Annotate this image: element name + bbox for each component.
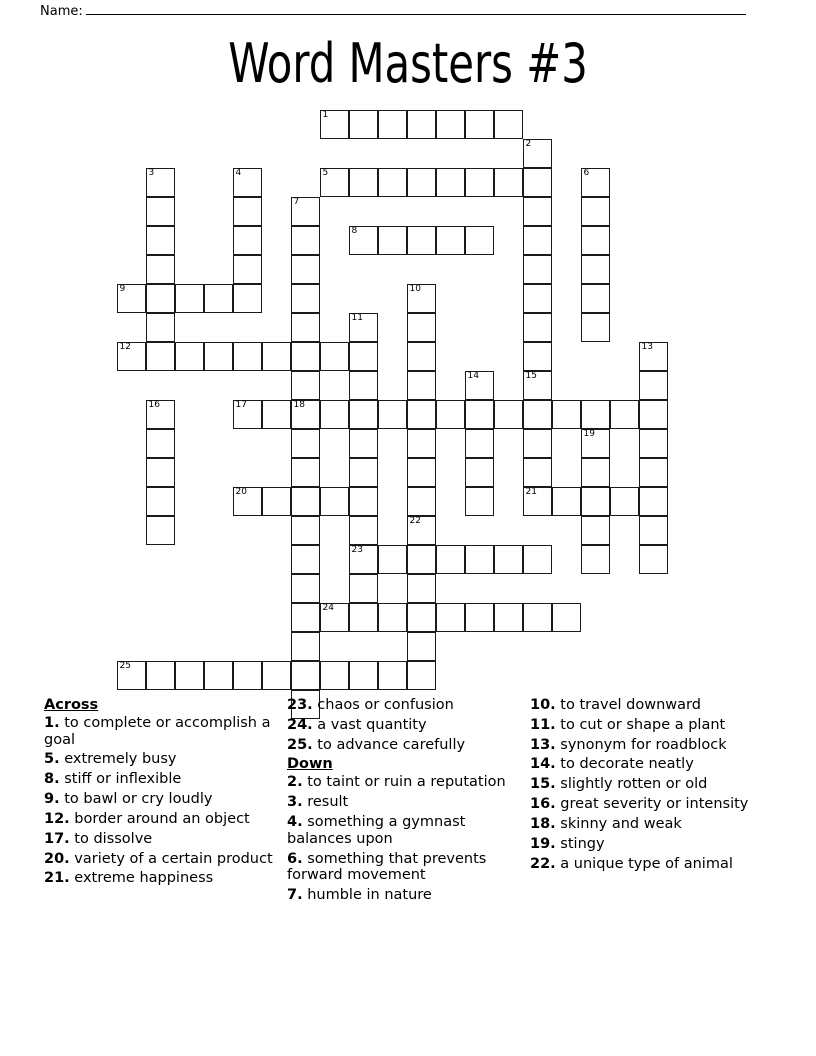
grid-cell[interactable] — [320, 110, 349, 139]
grid-cell[interactable] — [349, 429, 378, 458]
grid-cell[interactable] — [291, 661, 320, 690]
name-label: Name: — [40, 4, 83, 19]
grid-cell-number: 2 — [525, 139, 532, 149]
grid-cell[interactable] — [349, 226, 378, 255]
grid-cell[interactable] — [349, 342, 378, 371]
grid-cell[interactable] — [320, 487, 349, 516]
grid-cell[interactable] — [523, 603, 552, 632]
grid-cell[interactable] — [639, 458, 668, 487]
grid-cell[interactable] — [233, 342, 262, 371]
grid-cell[interactable] — [291, 487, 320, 516]
clue-number: 14. — [530, 756, 556, 773]
grid-cell[interactable] — [639, 429, 668, 458]
grid-cell[interactable] — [523, 458, 552, 487]
clue-lists — [44, 697, 774, 907]
grid-cell[interactable] — [146, 661, 175, 690]
grid-cell[interactable] — [146, 313, 175, 342]
grid-cell[interactable] — [639, 371, 668, 400]
grid-cell[interactable] — [494, 545, 523, 574]
grid-cell[interactable] — [436, 110, 465, 139]
grid-cell-number: 16 — [148, 400, 160, 410]
grid-cell[interactable] — [233, 284, 262, 313]
grid-cell[interactable] — [349, 313, 378, 342]
grid-cell[interactable] — [320, 168, 349, 197]
grid-cell[interactable] — [523, 284, 552, 313]
grid-cell-number: 3 — [148, 168, 155, 178]
grid-cell[interactable] — [262, 400, 291, 429]
grid-cell[interactable] — [291, 632, 320, 661]
clue-across-9: 9. to bawl or cry loudly — [44, 791, 213, 808]
clue-number: 4. — [287, 813, 303, 830]
clue-down-22: 22. a unique type of animal — [530, 855, 733, 872]
grid-cell[interactable] — [378, 226, 407, 255]
clue-down-11: 11. to cut or shape a plant — [530, 716, 726, 733]
grid-cell[interactable] — [407, 400, 436, 429]
grid-cell[interactable] — [146, 516, 175, 545]
clue-number: 11. — [530, 716, 556, 733]
grid-cell[interactable] — [523, 400, 552, 429]
clue-number: 9. — [44, 791, 60, 808]
clue-number: 7. — [287, 887, 303, 904]
grid-cell-number: 4 — [235, 168, 242, 178]
grid-cell[interactable] — [349, 661, 378, 690]
clue-number: 12. — [44, 810, 70, 827]
clue-down-2: 2. to taint or ruin a reputation — [287, 774, 506, 791]
grid-cell[interactable] — [407, 632, 436, 661]
clue-number: 13. — [530, 736, 556, 753]
grid-cell[interactable] — [523, 429, 552, 458]
clue-number: 6. — [287, 850, 303, 867]
clue-across-21: 21. extreme happiness — [44, 870, 214, 887]
grid-cell[interactable] — [291, 255, 320, 284]
clue-down-4: 4. something a gymnast balances upon — [287, 813, 466, 847]
grid-cell[interactable] — [233, 661, 262, 690]
grid-cell[interactable] — [349, 400, 378, 429]
grid-cell-number: 25 — [119, 661, 131, 671]
grid-cell[interactable] — [465, 487, 494, 516]
grid-cell[interactable] — [407, 342, 436, 371]
grid-cell[interactable] — [262, 342, 291, 371]
grid-cell[interactable] — [204, 661, 233, 690]
grid-cell-number: 9 — [119, 284, 126, 294]
grid-cell[interactable] — [494, 168, 523, 197]
grid-cell[interactable] — [523, 487, 552, 516]
clue-column-3 — [530, 697, 774, 907]
grid-cell[interactable] — [291, 197, 320, 226]
grid-cell[interactable] — [552, 400, 581, 429]
grid-cell[interactable] — [320, 400, 349, 429]
grid-cell[interactable] — [146, 429, 175, 458]
grid-cell[interactable] — [349, 574, 378, 603]
grid-cell[interactable] — [581, 168, 610, 197]
clue-across-25: 25. to advance carefully — [287, 736, 466, 753]
grid-cell[interactable] — [552, 603, 581, 632]
clue-number: 20. — [44, 850, 70, 867]
grid-cell[interactable] — [320, 661, 349, 690]
grid-cell[interactable] — [146, 487, 175, 516]
grid-cell[interactable] — [291, 603, 320, 632]
grid-cell-number: 20 — [235, 487, 247, 497]
grid-cell-number: 23 — [351, 545, 363, 555]
grid-cell[interactable] — [349, 458, 378, 487]
grid-cell[interactable] — [581, 458, 610, 487]
grid-cell-number: 21 — [525, 487, 537, 497]
grid-cell[interactable] — [465, 168, 494, 197]
grid-cell[interactable] — [436, 603, 465, 632]
grid-cell[interactable] — [465, 603, 494, 632]
grid-cell[interactable] — [146, 168, 175, 197]
grid-cell[interactable] — [465, 371, 494, 400]
grid-cell-number: 12 — [119, 342, 131, 352]
grid-cell[interactable] — [523, 545, 552, 574]
grid-cell[interactable] — [610, 487, 639, 516]
clue-down-19: 19. stingy — [530, 835, 605, 852]
clue-down-6: 6. something that prevents forward movement — [287, 850, 487, 884]
clue-down-16: 16. great severity or intensity — [530, 796, 749, 813]
grid-cell[interactable] — [552, 487, 581, 516]
grid-cell[interactable] — [407, 429, 436, 458]
grid-cell[interactable] — [291, 545, 320, 574]
clue-column-1 — [44, 697, 287, 907]
grid-cell-number: 15 — [525, 371, 537, 381]
clue-number: 17. — [44, 830, 70, 847]
grid-cell[interactable] — [523, 197, 552, 226]
grid-cell[interactable] — [581, 284, 610, 313]
grid-cell[interactable] — [581, 545, 610, 574]
grid-cell[interactable] — [291, 458, 320, 487]
grid-cell-number: 1 — [322, 110, 329, 120]
down-heading: Down — [287, 756, 333, 773]
grid-cell-number: 7 — [293, 197, 300, 207]
clue-number: 3. — [287, 794, 303, 811]
grid-cell[interactable] — [262, 661, 291, 690]
grid-cell[interactable] — [378, 545, 407, 574]
page-title: Word Masters #3 — [228, 32, 588, 95]
clue-number: 21. — [44, 870, 70, 887]
grid-cell[interactable] — [349, 110, 378, 139]
grid-cell[interactable] — [233, 487, 262, 516]
grid-cell[interactable] — [175, 661, 204, 690]
clue-across-24: 24. a vast quantity — [287, 716, 427, 733]
grid-cell[interactable] — [407, 284, 436, 313]
grid-cell-number: 5 — [322, 168, 329, 178]
grid-cell[interactable] — [639, 342, 668, 371]
grid-cell[interactable] — [378, 400, 407, 429]
clue-down-18: 18. skinny and weak — [530, 815, 682, 832]
grid-cell-number: 11 — [351, 313, 363, 323]
clue-down-10: 10. to travel downward — [530, 697, 701, 713]
grid-cell[interactable] — [378, 110, 407, 139]
grid-cell[interactable] — [117, 284, 146, 313]
grid-cell[interactable] — [465, 226, 494, 255]
clue-number: 22. — [530, 855, 556, 872]
grid-cell[interactable] — [523, 255, 552, 284]
grid-cell[interactable] — [465, 400, 494, 429]
grid-cell[interactable] — [204, 284, 233, 313]
grid-cell[interactable] — [407, 226, 436, 255]
grid-cell[interactable] — [581, 313, 610, 342]
clue-across-8: 8. stiff or inflexible — [44, 771, 182, 788]
grid-cell[interactable] — [117, 342, 146, 371]
grid-cell[interactable] — [291, 371, 320, 400]
grid-cell[interactable] — [465, 458, 494, 487]
grid-cell[interactable] — [465, 545, 494, 574]
grid-cell[interactable] — [320, 342, 349, 371]
grid-cell[interactable] — [610, 400, 639, 429]
clue-down-15: 15. slightly rotten or old — [530, 776, 708, 793]
grid-cell[interactable] — [465, 110, 494, 139]
grid-cell[interactable] — [523, 168, 552, 197]
grid-cell[interactable] — [581, 516, 610, 545]
grid-cell-number: 17 — [235, 400, 247, 410]
grid-cell[interactable] — [233, 400, 262, 429]
grid-cell[interactable] — [407, 603, 436, 632]
grid-cell[interactable] — [407, 458, 436, 487]
grid-cell[interactable] — [291, 313, 320, 342]
grid-cell[interactable] — [436, 400, 465, 429]
grid-cell[interactable] — [436, 226, 465, 255]
grid-cell[interactable] — [407, 371, 436, 400]
grid-cell[interactable] — [581, 400, 610, 429]
grid-cell[interactable] — [407, 487, 436, 516]
grid-cell[interactable] — [291, 284, 320, 313]
grid-cell[interactable] — [407, 110, 436, 139]
grid-cell[interactable] — [436, 545, 465, 574]
clue-down-14: 14. to decorate neatly — [530, 756, 694, 773]
grid-cell[interactable] — [117, 661, 146, 690]
grid-cell-number: 19 — [583, 429, 595, 439]
grid-cell[interactable] — [494, 110, 523, 139]
grid-cell[interactable] — [146, 255, 175, 284]
clue-across-23: 23. chaos or confusion — [287, 697, 454, 713]
grid-cell[interactable] — [639, 400, 668, 429]
grid-cell[interactable] — [146, 284, 175, 313]
grid-cell[interactable] — [175, 284, 204, 313]
grid-cell[interactable] — [639, 516, 668, 545]
grid-cell[interactable] — [407, 168, 436, 197]
clue-number: 25. — [287, 736, 313, 753]
grid-cell[interactable] — [291, 429, 320, 458]
grid-cell[interactable] — [146, 458, 175, 487]
grid-cell-number: 22 — [409, 516, 421, 526]
grid-cell[interactable] — [581, 255, 610, 284]
grid-cell[interactable] — [349, 545, 378, 574]
grid-cell[interactable] — [581, 487, 610, 516]
clue-column-2 — [287, 697, 530, 907]
clue-number: 24. — [287, 716, 313, 733]
grid-cell[interactable] — [407, 313, 436, 342]
grid-cell[interactable] — [639, 545, 668, 574]
grid-cell-number: 8 — [351, 226, 358, 236]
clue-across-5: 5. extremely busy — [44, 751, 177, 768]
clue-number: 2. — [287, 774, 303, 791]
grid-cell[interactable] — [146, 226, 175, 255]
grid-cell[interactable] — [349, 168, 378, 197]
clue-across-1: 1. to complete or accomplish a goal — [44, 714, 271, 748]
grid-cell[interactable] — [291, 342, 320, 371]
grid-cell[interactable] — [494, 603, 523, 632]
grid-cell-number: 10 — [409, 284, 421, 294]
grid-cell[interactable] — [320, 603, 349, 632]
grid-cell[interactable] — [291, 226, 320, 255]
grid-cell[interactable] — [146, 342, 175, 371]
grid-cell[interactable] — [407, 661, 436, 690]
clue-number: 23. — [287, 697, 313, 713]
grid-cell[interactable] — [349, 603, 378, 632]
grid-cell[interactable] — [407, 574, 436, 603]
grid-cell[interactable] — [407, 545, 436, 574]
grid-cell[interactable] — [146, 400, 175, 429]
clue-across-17: 17. to dissolve — [44, 830, 153, 847]
grid-cell[interactable] — [233, 197, 262, 226]
grid-cell[interactable] — [233, 226, 262, 255]
grid-cell[interactable] — [291, 516, 320, 545]
grid-cell-number: 6 — [583, 168, 590, 178]
grid-cell[interactable] — [262, 487, 291, 516]
grid-cell[interactable] — [494, 400, 523, 429]
grid-cell[interactable] — [639, 487, 668, 516]
grid-cell-number: 14 — [467, 371, 479, 381]
clue-number: 10. — [530, 697, 556, 713]
grid-cell[interactable] — [581, 226, 610, 255]
clue-number: 8. — [44, 771, 60, 788]
grid-cell[interactable] — [233, 255, 262, 284]
grid-cell[interactable] — [407, 516, 436, 545]
grid-cell[interactable] — [523, 342, 552, 371]
grid-cell-number: 18 — [293, 400, 305, 410]
grid-cell[interactable] — [523, 139, 552, 168]
grid-cell[interactable] — [349, 487, 378, 516]
grid-cell[interactable] — [204, 342, 233, 371]
grid-cell[interactable] — [146, 197, 175, 226]
grid-cell[interactable] — [523, 313, 552, 342]
clue-number: 19. — [530, 835, 556, 852]
grid-cell[interactable] — [523, 226, 552, 255]
clue-number: 16. — [530, 796, 556, 813]
grid-cell-number: 13 — [641, 342, 653, 352]
clue-down-3: 3. result — [287, 794, 349, 811]
grid-cell[interactable] — [349, 371, 378, 400]
grid-cell[interactable] — [581, 197, 610, 226]
clue-down-7: 7. humble in nature — [287, 887, 432, 904]
clue-number: 15. — [530, 776, 556, 793]
grid-cell[interactable] — [349, 516, 378, 545]
grid-cell[interactable] — [378, 603, 407, 632]
clue-across-20: 20. variety of a certain product — [44, 850, 273, 867]
grid-cell[interactable] — [378, 168, 407, 197]
grid-cell[interactable] — [175, 342, 204, 371]
grid-cell[interactable] — [291, 400, 320, 429]
grid-cell[interactable] — [378, 661, 407, 690]
clue-across-12: 12. border around an object — [44, 810, 250, 827]
grid-cell[interactable] — [523, 371, 552, 400]
grid-cell-number: 24 — [322, 603, 334, 613]
clue-number: 1. — [44, 714, 60, 731]
grid-cell[interactable] — [465, 429, 494, 458]
grid-cell[interactable] — [436, 168, 465, 197]
across-heading: Across — [44, 697, 99, 713]
clue-number: 18. — [530, 815, 556, 832]
clue-down-13: 13. synonym for roadblock — [530, 736, 727, 753]
grid-cell[interactable] — [291, 574, 320, 603]
clue-number: 5. — [44, 751, 60, 768]
grid-cell[interactable] — [581, 429, 610, 458]
grid-cell[interactable] — [233, 168, 262, 197]
